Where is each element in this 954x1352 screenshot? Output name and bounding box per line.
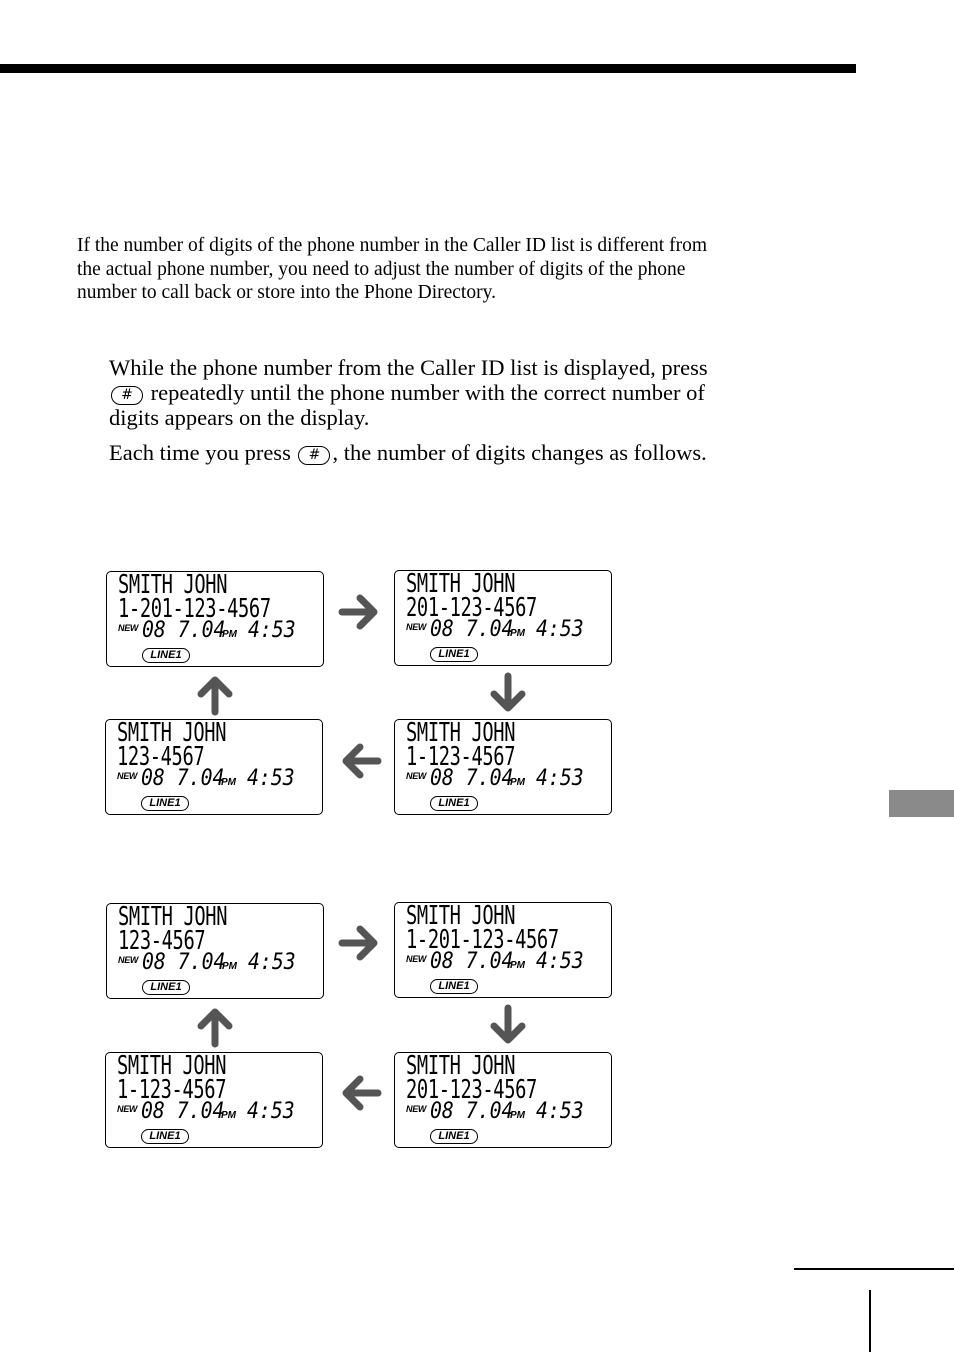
line-badge: LINE1	[430, 796, 478, 811]
call-time: 4:53	[536, 949, 584, 974]
top-rule	[0, 64, 856, 73]
call-time: 4:53	[248, 950, 296, 975]
caller-name: SMITH JOHN	[406, 569, 516, 599]
arrow-left-icon	[338, 1071, 382, 1115]
new-indicator: NEW	[118, 955, 139, 965]
caller-name: SMITH JOHN	[117, 718, 227, 748]
caller-number: 123-4567	[118, 926, 206, 956]
arrow-up-icon	[193, 1004, 237, 1048]
caller-number: 1-201-123-4567	[118, 594, 271, 624]
call-time: 4:53	[536, 766, 584, 791]
new-indicator: NEW	[406, 1104, 427, 1114]
call-date: 08 7.04	[142, 618, 226, 643]
arrow-right-icon	[338, 590, 382, 634]
lcd-display	[105, 1052, 323, 1148]
lcd-display	[105, 719, 323, 815]
step-1-before: While the phone number from the Caller ID list is displayed, press	[109, 355, 708, 380]
step-2-after: , the number of digits changes as follows.	[332, 440, 707, 465]
caller-number: 1-201-123-4567	[406, 925, 559, 955]
new-indicator: NEW	[406, 771, 427, 781]
new-indicator: NEW	[117, 771, 138, 781]
footer-rule	[794, 1268, 954, 1270]
line-badge: LINE1	[142, 648, 190, 663]
call-time: 4:53	[247, 1099, 295, 1124]
call-time: 4:53	[247, 766, 295, 791]
step-2-text	[109, 440, 749, 465]
step-2-before: Each time you press	[109, 440, 291, 465]
caller-name: SMITH JOHN	[118, 570, 228, 600]
arrow-left-icon	[338, 739, 382, 783]
caller-name: SMITH JOHN	[406, 718, 516, 748]
arrow-right-icon	[338, 921, 382, 965]
line-badge: LINE1	[142, 980, 190, 995]
caller-name: SMITH JOHN	[118, 902, 228, 932]
caller-name: SMITH JOHN	[117, 1051, 227, 1081]
call-date: 08 7.04	[141, 1099, 225, 1124]
pm-indicator: PM	[221, 1110, 236, 1121]
line-badge: LINE1	[141, 796, 189, 811]
arrow-down-icon	[486, 672, 530, 716]
call-time: 4:53	[536, 1099, 584, 1124]
pm-indicator: PM	[510, 960, 525, 971]
call-date: 08 7.04	[430, 1099, 514, 1124]
caller-number: 201-123-4567	[406, 1075, 537, 1105]
lcd-display	[106, 903, 324, 999]
call-time: 4:53	[536, 617, 584, 642]
caller-name: SMITH JOHN	[406, 901, 516, 931]
pm-indicator: PM	[222, 629, 237, 640]
arrow-up-icon	[193, 672, 237, 716]
lcd-display	[394, 1052, 612, 1148]
call-date: 08 7.04	[141, 766, 225, 791]
pm-indicator: PM	[221, 777, 236, 788]
caller-number: 1-123-4567	[117, 1075, 227, 1105]
hash-key-icon: #	[111, 386, 143, 405]
line-badge: LINE1	[141, 1129, 189, 1144]
step-1-text	[109, 355, 749, 430]
lcd-display	[394, 902, 612, 998]
call-date: 08 7.04	[430, 949, 514, 974]
line-badge: LINE1	[430, 647, 478, 662]
section-tab-marker	[889, 790, 954, 817]
step-1-after: repeatedly until the phone number with the correct number of digits appears on the display.	[109, 380, 705, 430]
line-badge: LINE1	[430, 979, 478, 994]
footer-vertical-rule	[869, 1290, 871, 1352]
caller-number: 201-123-4567	[406, 593, 537, 623]
call-date: 08 7.04	[430, 617, 514, 642]
pm-indicator: PM	[510, 1110, 525, 1121]
new-indicator: NEW	[406, 954, 427, 964]
call-date: 08 7.04	[142, 950, 226, 975]
lcd-display	[106, 571, 324, 667]
new-indicator: NEW	[406, 622, 427, 632]
pm-indicator: PM	[510, 628, 525, 639]
call-date: 08 7.04	[430, 766, 514, 791]
intro-paragraph: If the number of digits of the phone number in the Caller ID list is different from the actual phone number, you need to adjust the number of digits of the phone number to call back or store into the Phone Directory.	[77, 235, 707, 303]
caller-name: SMITH JOHN	[406, 1051, 516, 1081]
line-badge: LINE1	[430, 1129, 478, 1144]
call-time: 4:53	[248, 618, 296, 643]
lcd-display	[394, 719, 612, 815]
arrow-down-icon	[486, 1004, 530, 1048]
caller-number: 1-123-4567	[406, 742, 516, 772]
pm-indicator: PM	[510, 777, 525, 788]
pm-indicator: PM	[222, 961, 237, 972]
lcd-display	[394, 570, 612, 666]
new-indicator: NEW	[117, 1104, 138, 1114]
hash-key-icon: #	[298, 446, 330, 465]
new-indicator: NEW	[118, 623, 139, 633]
caller-number: 123-4567	[117, 742, 205, 772]
